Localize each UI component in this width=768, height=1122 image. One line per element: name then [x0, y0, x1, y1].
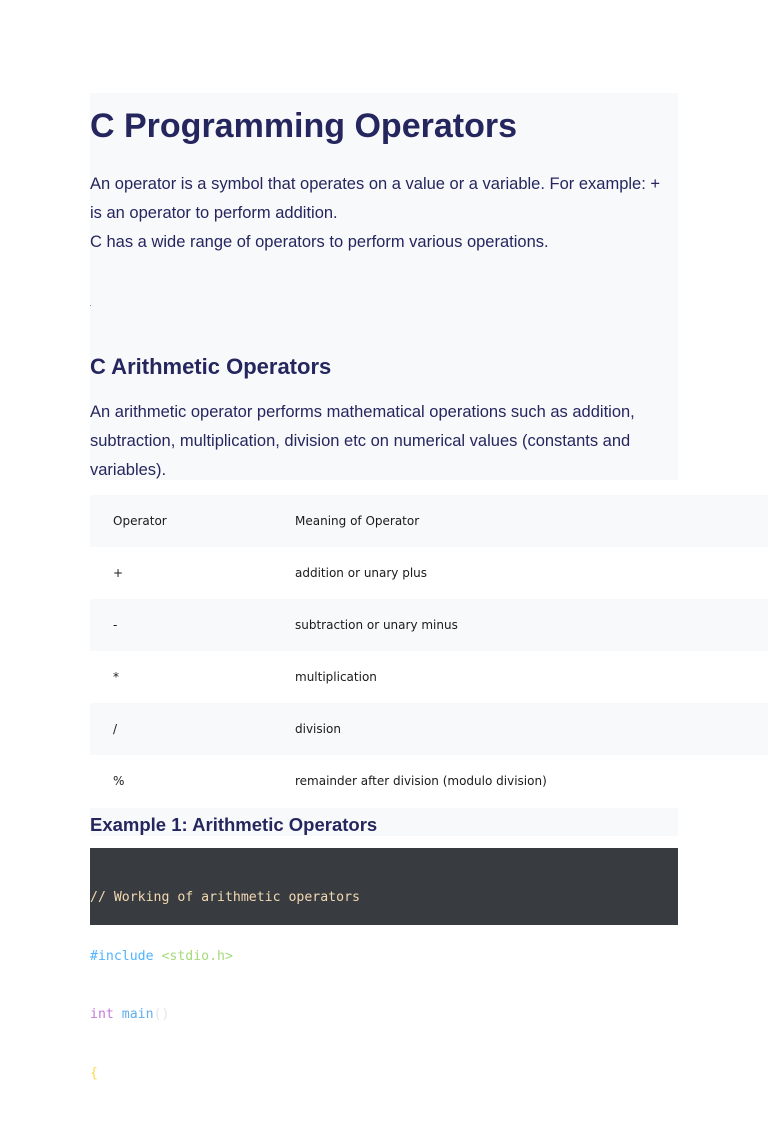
- operator-cell: /: [90, 703, 295, 755]
- code-function-name: main: [121, 1007, 154, 1022]
- separator-dot: [90, 305, 91, 306]
- table-row: [90, 755, 768, 807]
- code-return-type: int: [90, 1007, 114, 1022]
- table-row: [90, 599, 768, 651]
- meaning-cell: addition or unary plus: [295, 547, 768, 599]
- table-row: [90, 651, 768, 703]
- code-line-1: [90, 888, 678, 908]
- operator-cell: +: [90, 547, 295, 599]
- code-line-2: [90, 947, 678, 967]
- page-title: C Programming Operators: [90, 107, 517, 145]
- meaning-cell: remainder after division (modulo division): [295, 755, 768, 807]
- header-operator: Operator: [90, 495, 295, 547]
- code-include-header: <stdio.h>: [161, 948, 233, 964]
- meaning-cell: division: [295, 703, 768, 755]
- meaning-cell: subtraction or unary minus: [295, 599, 768, 651]
- example-heading: Example 1: Arithmetic Operators: [90, 814, 378, 835]
- header-meaning: Meaning of Operator: [295, 495, 768, 547]
- intro-paragraph: [90, 170, 670, 257]
- code-line-4: [90, 1064, 678, 1084]
- table-header-row: [90, 495, 768, 547]
- code-parens: (): [153, 1007, 170, 1022]
- operator-cell: -: [90, 599, 295, 651]
- table-row: [90, 703, 768, 755]
- operators-table: [90, 495, 768, 807]
- code-comment: // Working of arithmetic operators: [90, 890, 360, 905]
- code-line-3: [90, 1005, 678, 1025]
- code-include-directive: #include: [90, 948, 154, 964]
- operator-cell: %: [90, 755, 295, 807]
- code-open-brace: {: [90, 1065, 98, 1081]
- section-heading: C Arithmetic Operators: [90, 354, 332, 379]
- section-description: An arithmetic operator performs mathematical operations such as addition, subtraction, multiplication, division etc on numerical values (constants and variables).: [90, 403, 635, 479]
- intro-line-2: C has a wide range of operators to perform various operations.: [90, 233, 549, 251]
- intro-line-1: An operator is a symbol that operates on a value or a variable. For example: + is an operator to perform addition.: [90, 175, 661, 222]
- meaning-cell: multiplication: [295, 651, 768, 703]
- code-block: [90, 848, 678, 1081]
- table-row: [90, 547, 768, 599]
- operator-cell: *: [90, 651, 295, 703]
